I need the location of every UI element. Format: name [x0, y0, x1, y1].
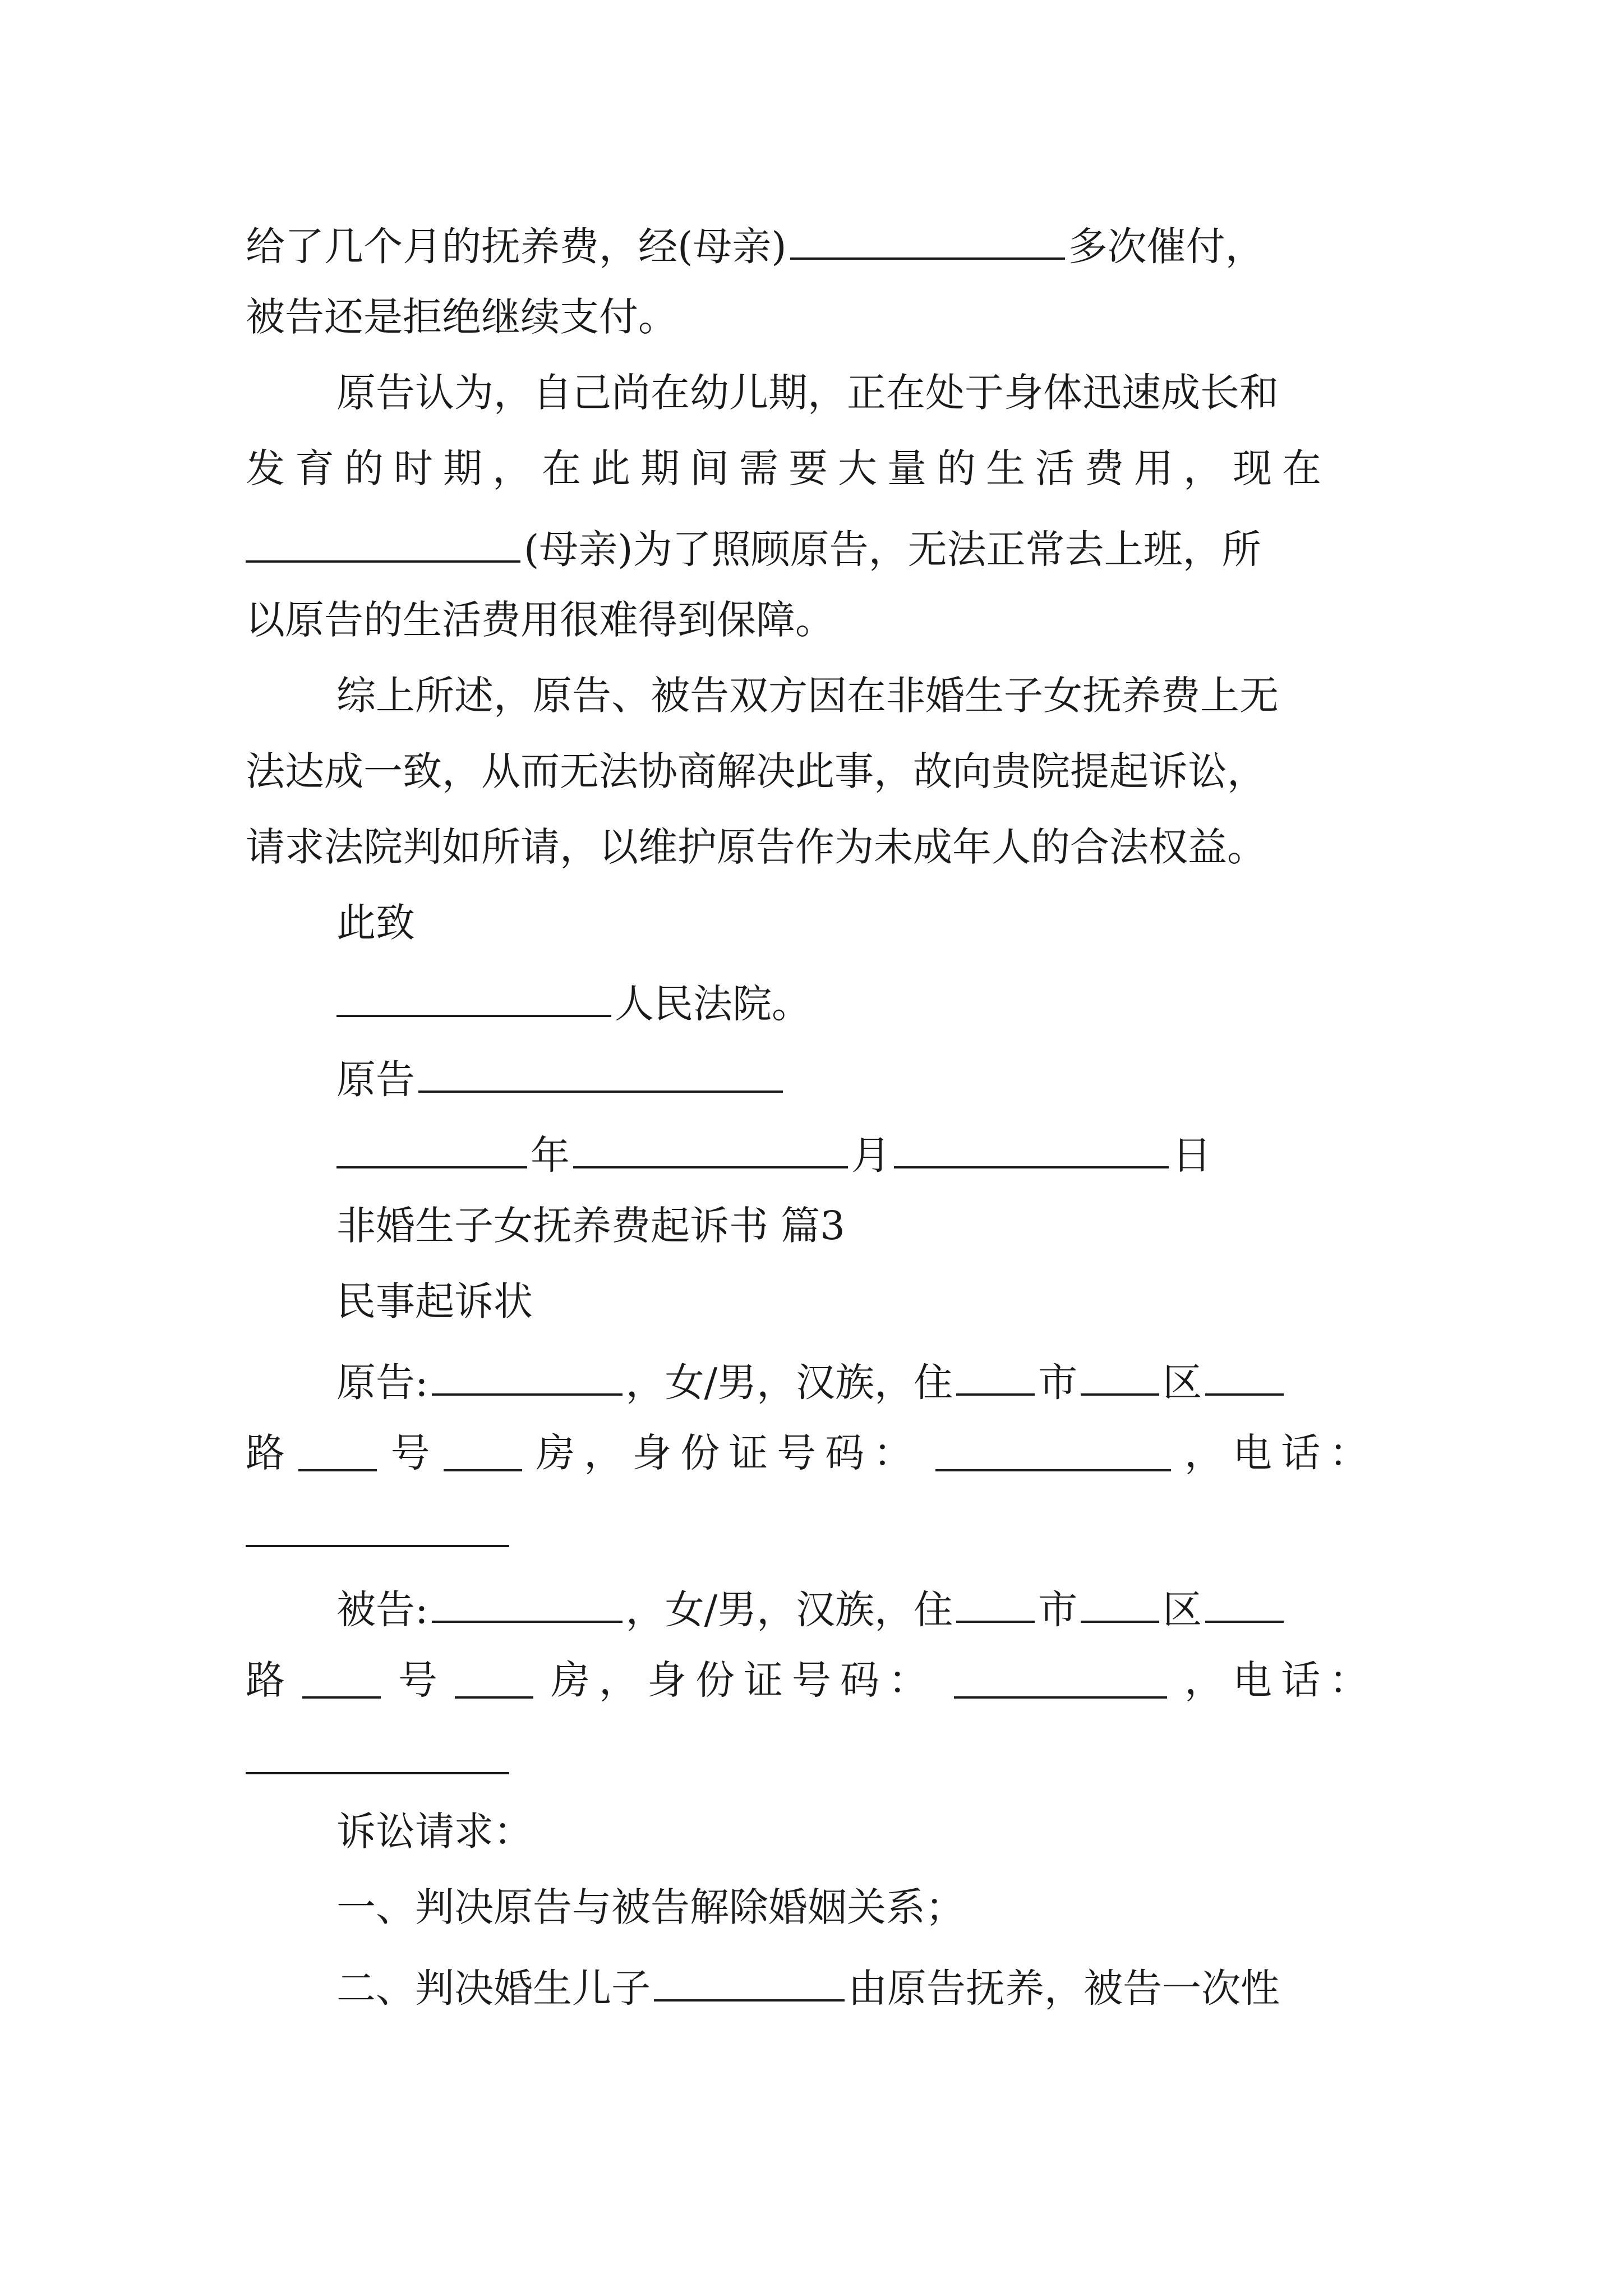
salutation: 此致: [336, 900, 415, 946]
text: 被告:: [336, 1586, 428, 1633]
text: ，电话：: [1184, 1430, 1377, 1476]
text: 原告:: [336, 1359, 428, 1406]
text: 二、判决婚生儿子: [336, 1965, 651, 2012]
paragraph-line: 法达成一致，从而无法协商解决此事，故向贵院提起诉讼，: [246, 748, 1266, 794]
blank-field: [573, 1130, 848, 1168]
paragraph-line: [246, 524, 1261, 573]
blank-field: [444, 1433, 522, 1471]
text: ，电话：: [1184, 1657, 1377, 1703]
text: 人民法院。: [615, 981, 811, 1027]
plaintiff-phone-line: [246, 1509, 513, 1553]
text: 市: [1038, 1359, 1078, 1406]
claims-heading: 诉讼请求：: [336, 1809, 533, 1855]
blank-field: [956, 1358, 1035, 1396]
text: 路: [246, 1657, 285, 1703]
text: 原告: [336, 1056, 415, 1103]
text: (母亲)为了照顾原告，无法正常去上班，所: [524, 526, 1261, 573]
blank-field: [336, 979, 611, 1017]
claim-item: 一、判决原告与被告解除婚姻关系；: [336, 1884, 965, 1930]
blank-field: [246, 1736, 509, 1774]
blank-field: [1205, 1585, 1284, 1623]
plaintiff-id-line: [246, 1430, 1377, 1476]
paragraph-line: 综上所述，原告、被告双方因在非婚生子女抚养费上无: [336, 673, 1279, 719]
text: 房，身份证号码：: [551, 1657, 937, 1703]
plaintiff-info-line: [336, 1358, 1284, 1406]
blank-field: [1081, 1585, 1159, 1623]
blank-field: [956, 1585, 1035, 1623]
paragraph-line: 请求法院判如所请，以维护原告作为未成年人的合法权益。: [246, 824, 1266, 870]
date-line: [336, 1130, 1211, 1179]
blank-field: [432, 1358, 623, 1396]
text: 市: [1038, 1586, 1078, 1633]
text: 区: [1163, 1586, 1202, 1633]
defendant-phone-line: [246, 1736, 513, 1780]
blank-field: [455, 1660, 533, 1699]
plaintiff-sign-line: [336, 1055, 786, 1103]
blank-field: [954, 1660, 1167, 1699]
blank-field: [1081, 1358, 1159, 1396]
text: 由原告抚养，被告一次性: [848, 1965, 1280, 2012]
text: 路: [246, 1430, 285, 1476]
date-month: 月: [851, 1132, 891, 1179]
blank-field: [246, 524, 520, 563]
paragraph-line: 以原告的生活费用很难得到保障。: [246, 597, 834, 643]
court-line: [336, 979, 811, 1027]
defendant-info-line: [336, 1585, 1284, 1633]
text: 号: [390, 1430, 430, 1476]
paragraph-line: [246, 222, 1265, 270]
defendant-id-line: [246, 1657, 1377, 1703]
blank-field: [298, 1433, 377, 1471]
paragraph-line: 发育的时期，在此期间需要大量的生活费用，现在: [246, 445, 1331, 491]
blank-field: [1205, 1358, 1284, 1396]
text: 多次催付，: [1068, 223, 1265, 270]
text: ，女/男，汉族，住: [625, 1359, 953, 1406]
text: ，女/男，汉族，住: [625, 1586, 953, 1633]
date-day: 日: [1172, 1132, 1211, 1179]
text: 号: [398, 1657, 437, 1703]
blank-field: [894, 1130, 1169, 1168]
paragraph-line: 被告还是拒绝继续支付。: [246, 294, 677, 340]
text: 房，身份证号码：: [536, 1430, 922, 1476]
claim-item: [336, 1963, 1280, 2012]
text: 给了几个月的抚养费，经(母亲): [246, 223, 787, 270]
paragraph-line: 原告认为，自己尚在幼儿期，正在处于身体迅速成长和: [336, 370, 1279, 416]
blank-field: [790, 222, 1065, 260]
blank-field: [935, 1433, 1171, 1471]
blank-field: [654, 1963, 845, 2001]
blank-field: [246, 1509, 509, 1547]
blank-field: [432, 1585, 623, 1623]
date-year: 年: [531, 1132, 570, 1179]
blank-field: [418, 1055, 783, 1093]
doc-title: 民事起诉状: [336, 1278, 533, 1324]
blank-field: [302, 1660, 381, 1699]
blank-field: [336, 1130, 527, 1168]
section-title: 非婚生子女抚养费起诉书 篇3: [336, 1203, 845, 1249]
text: 区: [1163, 1359, 1202, 1406]
